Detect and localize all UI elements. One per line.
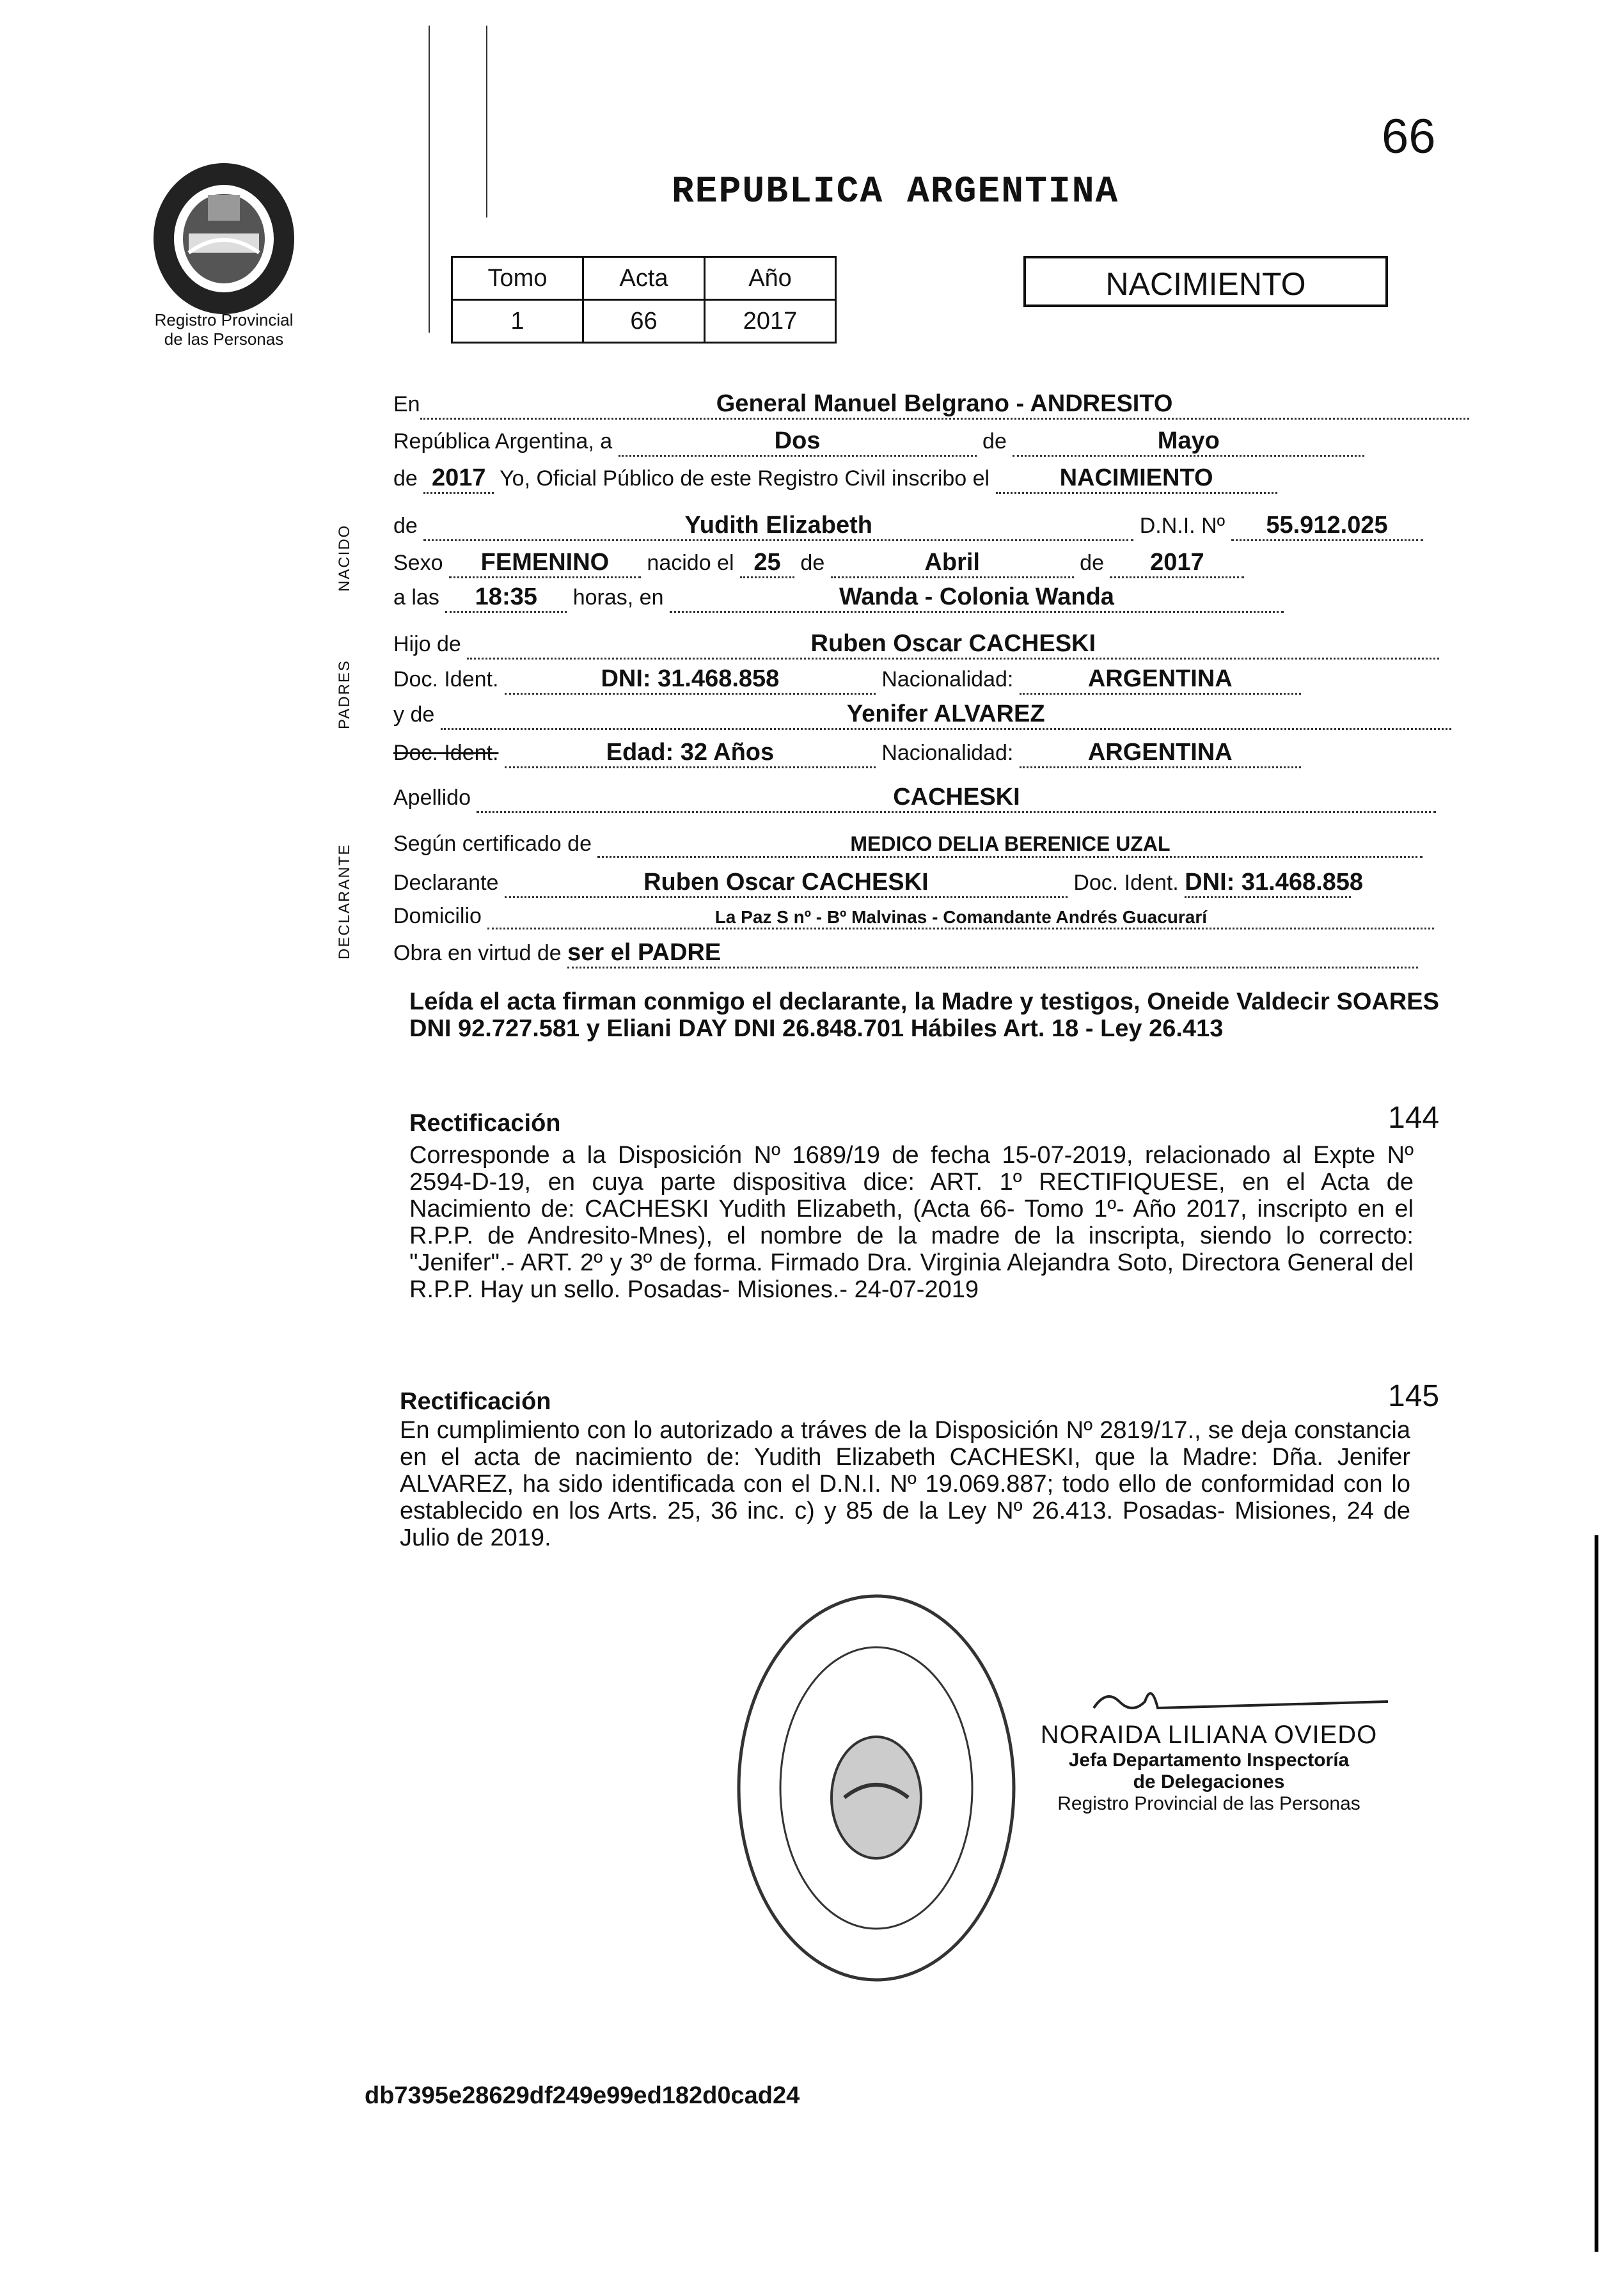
form-line-declarante: Declarante Ruben Oscar CACHESKI Doc. Ident. DNI: 31.468.858 [393,869,1351,898]
margin-bar [1595,1535,1598,2252]
province-logo [144,157,304,320]
table-cell: 66 [583,300,705,343]
form-line-fecha: República Argentina, a Dos de Mayo [393,427,1364,457]
record-type-box: NACIMIENTO [1023,256,1388,307]
form-line-sexo: Sexo FEMENINO nacido el 25 de Abril de 2017 [393,549,1244,578]
leida-paragraph: Leída el acta firman conmigo el declarante, la Madre y testigos, Oneide Valdecir SOARES DNI 92.727.581 y Eliani DAY DNI 26.848.701 Hábiles Art. 18 - Ley 26.413 [409,988,1439,1042]
rect2-text: En cumplimiento con lo autorizado a tráves de la Disposición Nº 2819/17., se deja constancia en el acta de nacimiento de: Yudith Elizabeth CACHESKI, que la Madre: Dña. Jenifer ALVAREZ, ha sido identificada con el D.N.I. Nº 19.069.887; todo ello de conformidad con lo establecido en los Arts. 25, 36 inc. c) y 85 de la Ley Nº 26.413. Posadas- Misiones, 24 de Julio de 2019. [400,1417,1410,1551]
signer-title: Jefa Departamento Inspectoría [1068,1750,1350,1771]
page-number: 66 [1382,109,1436,164]
form-line-inscribo: de 2017 Yo, Oficial Público de este Registro Civil inscribo el NACIMIENTO [393,464,1277,494]
signer-title: de Delegaciones [1133,1771,1285,1792]
form-line-hora: a las 18:35 horas, en Wanda - Colonia Wanda [393,583,1284,613]
table-cell: 1 [452,300,583,343]
form-line-madre-doc: Doc. Ident. Edad: 32 Años Nacionalidad: ARGENTINA [393,739,1301,768]
table-header: Año [705,257,836,300]
margin-line [429,26,430,333]
form-line-madre: y de Yenifer ALVAREZ [393,700,1451,730]
rect2-number: 145 [1388,1379,1440,1413]
table-header: Tomo [452,257,583,300]
form-line-hijo: Hijo de Ruben Oscar CACHESKI [393,630,1439,660]
form-line-segun: Según certificado de MEDICO DELIA BERENICE UZAL [393,832,1423,858]
signer-name: NORAIDA LILIANA OVIEDO [1040,1721,1378,1749]
rect2-title: Rectificación [400,1388,551,1415]
registry-table [451,256,837,344]
page-title: REPUBLICA ARGENTINA [672,171,1119,213]
side-label-declarante: DECLARANTE [336,843,353,960]
form-line-en: En General Manuel Belgrano - ANDRESITO [393,390,1469,420]
form-line-domicilio: Domicilio La Paz S nº - Bº Malvinas - Comandante Andrés Guacurarí [393,904,1434,929]
side-label-nacido: NACIDO [336,524,353,592]
table-header: Acta [583,257,705,300]
signature-block [1023,1676,1394,1815]
signer-title: Registro Provincial de las Personas [1057,1793,1360,1814]
document-hash: db7395e28629df249e99ed182d0cad24 [365,2082,800,2109]
rect1-number: 144 [1388,1101,1440,1135]
official-seal [729,1586,1023,1989]
margin-line [486,26,487,217]
table-cell: 2017 [705,300,836,343]
side-label-padres: PADRES [336,660,353,729]
form-line-obra: Obra en virtud de ser el PADRE [393,939,1418,968]
form-line-padre-doc: Doc. Ident. DNI: 31.468.858 Nacionalidad: ARGENTINA [393,665,1301,695]
form-line-apellido: Apellido CACHESKI [393,784,1436,813]
rect1-title: Rectificación [409,1110,561,1137]
logo-label: Registro Provincial de las Personas [154,310,294,349]
rect1-text: Corresponde a la Disposición Nº 1689/19 de fecha 15-07-2019, relacionado al Expte Nº 2594-D-19, en cuya parte dispositiva dice: ART. 1º RECTIFIQUESE, en el Acta de Nacimiento de: CACHESKI Yudith Elizabeth, (Acta 66- Tomo 1º- Año 2017, inscripto en el R.P.P. de Andresito-Mnes), el nombre de la madre de la inscripta, siendo lo correcto: "Jenifer".- ART. 2º y 3º de forma. Firmado Dra. Virginia Alejandra Soto, Directora General del R.P.P. Hay un sello. Posadas- Misiones.- 24-07-2019 [409,1142,1414,1303]
form-line-nombre: de Yudith Elizabeth D.N.I. Nº 55.912.025 [393,512,1423,541]
